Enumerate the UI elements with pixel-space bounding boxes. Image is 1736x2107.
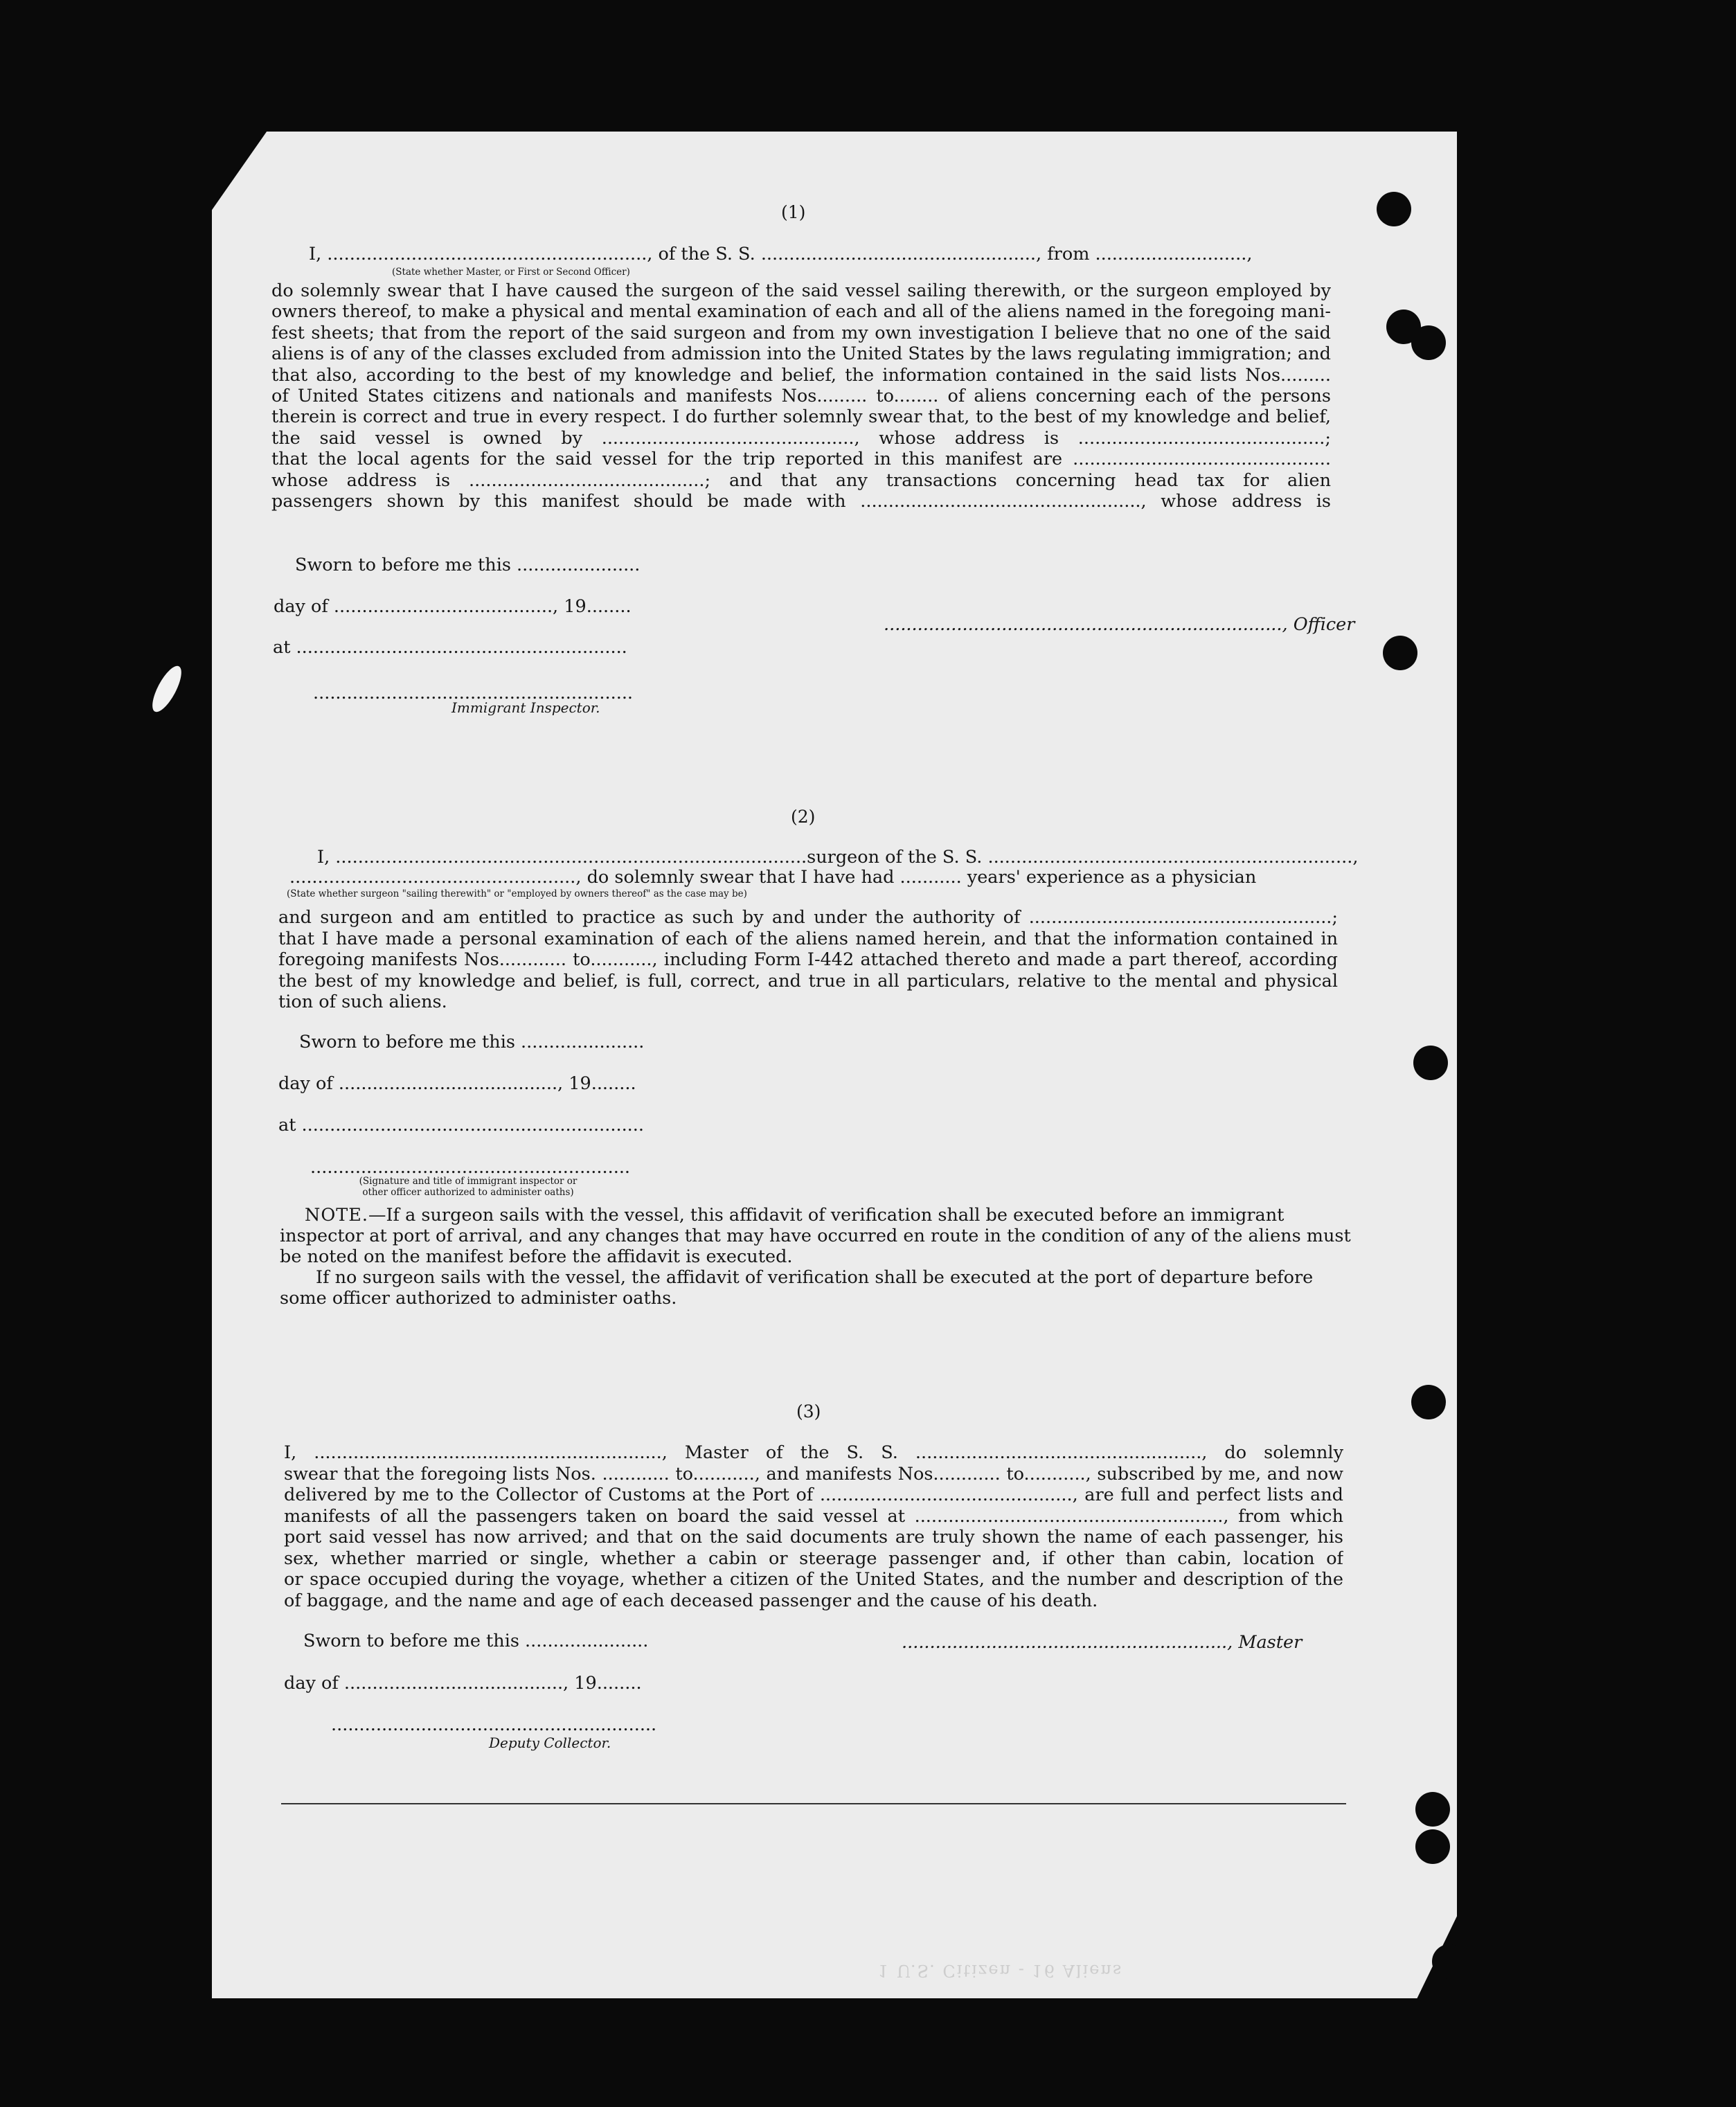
punch-hole (1432, 1944, 1467, 1979)
a2body-line: foregoing manifests Nos............ to..........., including Form I-442 attached thereto and made a part thereof, according (278, 949, 1338, 971)
affidavit-3-number: (3) (796, 1401, 821, 1422)
a2body-line: and surgeon and am entitled to practice as such by and under the authority of ......................................................; (278, 907, 1338, 928)
paper-blot (147, 662, 187, 716)
note-lead: NOTE. (305, 1205, 368, 1226)
a3body-line: of baggage, and the name and age of each deceased passenger and the cause of his death. (284, 1590, 1098, 1611)
affidavit-3-collector-line: .......................................................... (331, 1714, 657, 1735)
a1body-line: therein is correct and true in every respect. I do further solemnly swear that, to the best of my knowledge and belief, (271, 406, 1331, 428)
affidavit-2-signature-caption: (Signature and title of immigrant inspector or other officer authorized to administer oaths) (359, 1176, 578, 1198)
note-p1-line-3: be noted on the manifest before the affidavit is executed. (280, 1246, 793, 1267)
affidavit-3-day-of: day of ......................................., 19........ (284, 1673, 642, 1694)
affidavit-1-at: at ........................................................... (273, 637, 627, 658)
a1body-line: the said vessel is owned by ............................................., whose address is ............................................; (271, 427, 1331, 449)
punch-hole (1413, 1046, 1448, 1080)
a3body-line: manifests of all the passengers taken on board the said vessel at ......................................................., from which (284, 1505, 1343, 1527)
affidavit-1-first-line: I, ........................................................., of the S. S. ................................................., from ..........................., (309, 244, 1253, 265)
affidavit-2-caption: (State whether surgeon "sailing therewith" or "employed by owners thereof" as the case may be) (287, 888, 747, 899)
punch-hole (1415, 1829, 1450, 1864)
a2body-line: tion of such aliens. (278, 992, 447, 1013)
affidavit-2-signature-line: ......................................................... (310, 1157, 631, 1178)
affidavit-1-caption: (State whether Master, or First or Second Officer) (392, 267, 630, 278)
affidavit-3-master-signature: .........................................................., Master (902, 1632, 1303, 1653)
a1body-line: of United States citizens and nationals and manifests Nos......... to........ of aliens concerning each of the persons (271, 386, 1331, 406)
a3body-line: swear that the foregoing lists Nos. ............ to..........., and manifests Nos............ to..........., subscribed by me, and now (284, 1463, 1343, 1485)
a1body-line: whose address is ..........................................; and that any transactions concerning head tax for alien (271, 469, 1331, 491)
note-p1-line-2: inspector at port of arrival, and any changes that may have occurred en route in the condition of any of the aliens must (280, 1226, 1351, 1246)
a1body-line: do solemnly swear that I have caused the surgeon of the said vessel sailing therewith, or the surgeon employed by (271, 280, 1331, 301)
a3body-line: delivered by me to the Collector of Customs at the Port of ............................................., are full and perfect lists and (284, 1485, 1343, 1505)
punch-hole (1411, 1385, 1446, 1419)
affidavit-2-sworn: Sworn to before me this ...................... (299, 1032, 645, 1052)
affidavit-2-number: (2) (791, 807, 816, 827)
affidavit-2-day-of: day of ......................................., 19........ (278, 1073, 636, 1094)
affidavit-1-sworn: Sworn to before me this ...................... (295, 555, 641, 575)
a1body-line: that also, according to the best of my knowledge and belief, the information contained in the said lists Nos......... (271, 364, 1331, 386)
a3body-line: port said vessel has now arrived; and that on the said documents are truly shown the name of each passenger, his (284, 1527, 1343, 1548)
a1body-line: owners thereof, to make a physical and mental examination of each and all of the aliens named in the foregoing mani- (271, 301, 1331, 323)
a2body-line: that I have made a personal examination of each of the aliens named herein, and that the information contained in (278, 928, 1338, 949)
affidavit-2-first-line: I, ....................................................................................surgeon of the S. S. ................................................................., (317, 847, 1359, 868)
affidavit-3-collector-caption: Deputy Collector. (489, 1734, 611, 1751)
punch-hole (1415, 1792, 1450, 1827)
affidavit-2-at: at ............................................................. (278, 1115, 645, 1136)
a3body-line: I, .............................................................., Master of the S. S. ..................................................., do solemnly (284, 1442, 1343, 1463)
note-p1-line-1: —If a surgeon sails with the vessel, this affidavit of verification shall be executed before an immigrant (368, 1205, 1285, 1226)
affidavit-3-sworn: Sworn to before me this ...................... (303, 1631, 649, 1651)
a1body-line: that the local agents for the said vessel for the trip reported in this manifest are .............................................. (271, 449, 1331, 470)
affidavit-1-inspector-line: ......................................................... (313, 683, 634, 703)
a1body-line: passengers shown by this manifest should be made with .................................................., whose address is (271, 491, 1331, 512)
affidavit-1-officer-signature: ......................................................................., Officer (884, 614, 1355, 635)
affidavit-1-number: (1) (781, 202, 806, 222)
bottom-rule (281, 1803, 1346, 1804)
a3body-line: or space occupied during the voyage, whether a citizen of the United States, and the number and description of the (284, 1569, 1343, 1590)
a1body-line: fest sheets; that from the report of the said surgeon and from my own investigation I believe that no one of the said (271, 322, 1331, 343)
punch-hole (1377, 192, 1411, 226)
bleed-through-footer: 1 U.S. Citizen - 16 Aliens (878, 1961, 1123, 1980)
a1body-line: aliens is of any of the classes excluded from admission into the United States by the laws regulating immigration; and (271, 343, 1331, 365)
note-p2-line-2: some officer authorized to administer oaths. (280, 1288, 677, 1309)
affidavit-1-day-of: day of ......................................., 19........ (274, 596, 632, 617)
punch-hole (1383, 636, 1417, 670)
affidavit-1-inspector-caption: Immigrant Inspector. (451, 699, 600, 716)
note-first-line (305, 1205, 1343, 1226)
a3body-line: sex, whether married or single, whether a cabin or steerage passenger and, if other than cabin, location of (284, 1548, 1343, 1569)
a2body-line: the best of my knowledge and belief, is full, correct, and true in all particulars, relative to the mental and physical (278, 970, 1338, 992)
affidavit-2-second-line: ..................................................., do solemnly swear that I have had ........... years' experience as a physician (289, 867, 1257, 888)
punch-hole (1411, 325, 1446, 360)
note-p2-line-1: If no surgeon sails with the vessel, the affidavit of verification shall be executed at the port of departure before (316, 1267, 1314, 1288)
